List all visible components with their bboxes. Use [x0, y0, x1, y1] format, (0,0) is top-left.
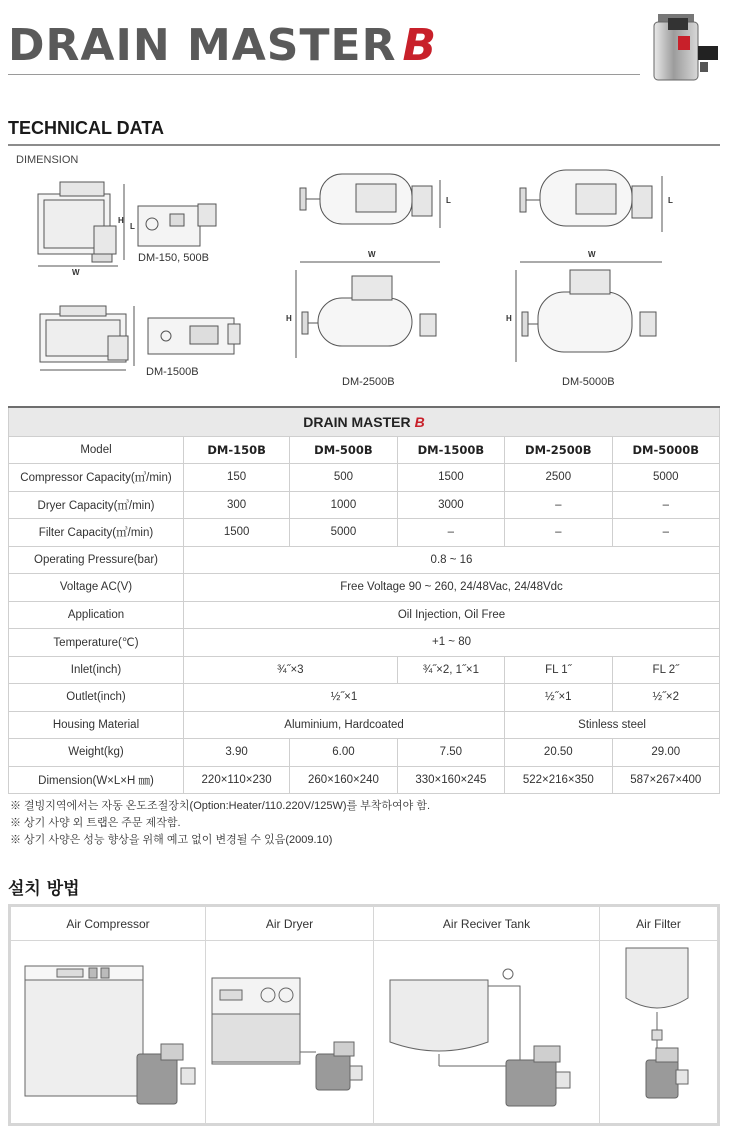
table-row-voltage — [9, 574, 720, 602]
dimension-label: DIMENSION — [16, 154, 79, 166]
table-row-weight — [9, 739, 720, 767]
section-title: TECHNICAL DATA — [8, 118, 164, 138]
cell: 3000 — [397, 491, 504, 519]
table-row-pressure — [9, 546, 720, 574]
row-label: Filter Capacity(㎥/min) — [9, 519, 184, 547]
model-dm1500b: DM-1500B — [397, 436, 504, 464]
dim-mark-h: H — [118, 216, 124, 225]
dim-mark-l-5000: L — [668, 196, 673, 205]
model-dm150b: DM-150B — [184, 436, 290, 464]
table-row-inlet — [9, 656, 720, 684]
install-col-filter — [600, 907, 717, 1123]
cell: Stinless steel — [505, 711, 720, 739]
install-head-tank: Air Reciver Tank — [374, 907, 599, 941]
note-1: ※ 결빙지역에서는 자동 온도조절장치(Option:Heater/110.220V/125W)를 부착하여야 함. — [10, 800, 431, 812]
cell: ½˝×1 — [184, 684, 505, 712]
table-row-temperature — [9, 629, 720, 657]
cell: 20.50 — [505, 739, 612, 767]
dm5000-side-drawing — [516, 262, 662, 362]
cell: 1000 — [290, 491, 397, 519]
install-col-compressor — [11, 907, 206, 1123]
cell: ½˝×2 — [612, 684, 719, 712]
caption-dm150: DM-150, 500B — [138, 252, 209, 264]
dim-mark-l-2500: L — [446, 196, 451, 205]
cell: – — [505, 491, 612, 519]
caption-dm1500: DM-1500B — [146, 366, 199, 378]
notes — [10, 798, 430, 849]
row-label: Temperature(℃) — [9, 629, 184, 657]
table-row-dryer — [9, 491, 720, 519]
cell: 0.8 ~ 16 — [184, 546, 720, 574]
compressor-illustration — [11, 942, 206, 1122]
section-divider — [8, 144, 720, 146]
cell: 260×160×240 — [290, 766, 397, 794]
filter-illustration — [600, 942, 717, 1122]
table-title-letter: B — [414, 413, 425, 430]
install-head-compressor: Air Compressor — [11, 907, 205, 941]
cell: 29.00 — [612, 739, 719, 767]
model-dm5000b: DM-5000B — [612, 436, 719, 464]
cell: Free Voltage 90 ~ 260, 24/48Vac, 24/48Vdc — [184, 574, 720, 602]
row-label: Dimension(W×L×H ㎜) — [9, 766, 184, 794]
row-label: Operating Pressure(bar) — [9, 546, 184, 574]
dm1500-front-drawing — [148, 318, 240, 354]
dim-mark-w-2500: W — [368, 250, 376, 259]
caption-dm2500: DM-2500B — [342, 376, 395, 388]
model-dm2500b: DM-2500B — [505, 436, 612, 464]
cell: Aluminium, Hardcoated — [184, 711, 505, 739]
product-photo — [648, 8, 722, 84]
cell: – — [612, 491, 719, 519]
table-row-compressor — [9, 464, 720, 492]
cell: ¾˝×2, 1˝×1 — [397, 656, 504, 684]
dm2500-side-drawing — [296, 262, 440, 358]
cell: +1 ~ 80 — [184, 629, 720, 657]
dim-mark-h-2500: H — [286, 314, 292, 323]
dryer-illustration — [206, 942, 374, 1122]
dim-mark-h-5000: H — [506, 314, 512, 323]
cell: – — [505, 519, 612, 547]
cell: 522×216×350 — [505, 766, 612, 794]
cell: – — [612, 519, 719, 547]
cell: 5000 — [612, 464, 719, 492]
cell: 500 — [290, 464, 397, 492]
cell: 2500 — [505, 464, 612, 492]
install-col-tank — [374, 907, 600, 1123]
row-label: Outlet(inch) — [9, 684, 184, 712]
cell: Oil Injection, Oil Free — [184, 601, 720, 629]
install-head-filter: Air Filter — [600, 907, 717, 941]
table-row-filter — [9, 519, 720, 547]
brand-letter: B — [402, 20, 437, 71]
install-title: 설치 방법 — [8, 879, 80, 899]
dim-mark-l: L — [130, 222, 135, 231]
cell: 3.90 — [184, 739, 290, 767]
spec-table — [8, 406, 720, 794]
dim-mark-w-5000: W — [588, 250, 596, 259]
row-label: Compressor Capacity(㎥/min) — [9, 464, 184, 492]
table-row-outlet — [9, 684, 720, 712]
row-label: Inlet(inch) — [9, 656, 184, 684]
cell: 5000 — [290, 519, 397, 547]
brand-main: DRAIN MASTER — [8, 20, 397, 71]
caption-dm5000: DM-5000B — [562, 376, 615, 388]
install-col-dryer — [206, 907, 374, 1123]
cell: FL 1˝ — [505, 656, 612, 684]
table-title — [9, 407, 720, 436]
install-head-dryer: Air Dryer — [206, 907, 373, 941]
note-3: ※ 상기 사양은 성능 향상을 위해 예고 없이 변경될 수 있음(2009.10) — [10, 834, 333, 846]
row-label: Housing Material — [9, 711, 184, 739]
model-dm500b: DM-500B — [290, 436, 397, 464]
dim-mark-w: W — [72, 268, 80, 277]
row-label-model: Model — [9, 436, 184, 464]
row-label: Weight(kg) — [9, 739, 184, 767]
cell: 1500 — [397, 464, 504, 492]
cell: 220×110×230 — [184, 766, 290, 794]
cell: ½˝×1 — [505, 684, 612, 712]
dm1500-side-drawing — [40, 306, 134, 370]
cell: 1500 — [184, 519, 290, 547]
table-row-dimension — [9, 766, 720, 794]
table-row-application — [9, 601, 720, 629]
brand-divider — [8, 74, 640, 75]
dm5000-top-drawing — [520, 170, 662, 232]
cell: ¾˝×3 — [184, 656, 398, 684]
dm150-side-drawing — [38, 182, 124, 266]
table-title-row — [9, 407, 720, 436]
row-label: Voltage AC(V) — [9, 574, 184, 602]
dm150-front-drawing — [138, 204, 216, 246]
brand-title — [8, 20, 437, 71]
cell: 300 — [184, 491, 290, 519]
cell: 7.50 — [397, 739, 504, 767]
cell: FL 2˝ — [612, 656, 719, 684]
install-panel — [8, 904, 720, 1126]
table-row-housing — [9, 711, 720, 739]
tank-illustration — [374, 942, 600, 1122]
cell: – — [397, 519, 504, 547]
cell: 330×160×245 — [397, 766, 504, 794]
row-label: Dryer Capacity(㎥/min) — [9, 491, 184, 519]
row-label: Application — [9, 601, 184, 629]
dm2500-top-drawing — [300, 174, 440, 228]
cell: 150 — [184, 464, 290, 492]
table-row-model — [9, 436, 720, 464]
note-2: ※ 상기 사양 외 트랩은 주문 제작함. — [10, 817, 181, 829]
cell: 587×267×400 — [612, 766, 719, 794]
table-title-main: DRAIN MASTER — [303, 413, 411, 430]
cell: 6.00 — [290, 739, 397, 767]
dimension-drawings — [0, 166, 730, 396]
